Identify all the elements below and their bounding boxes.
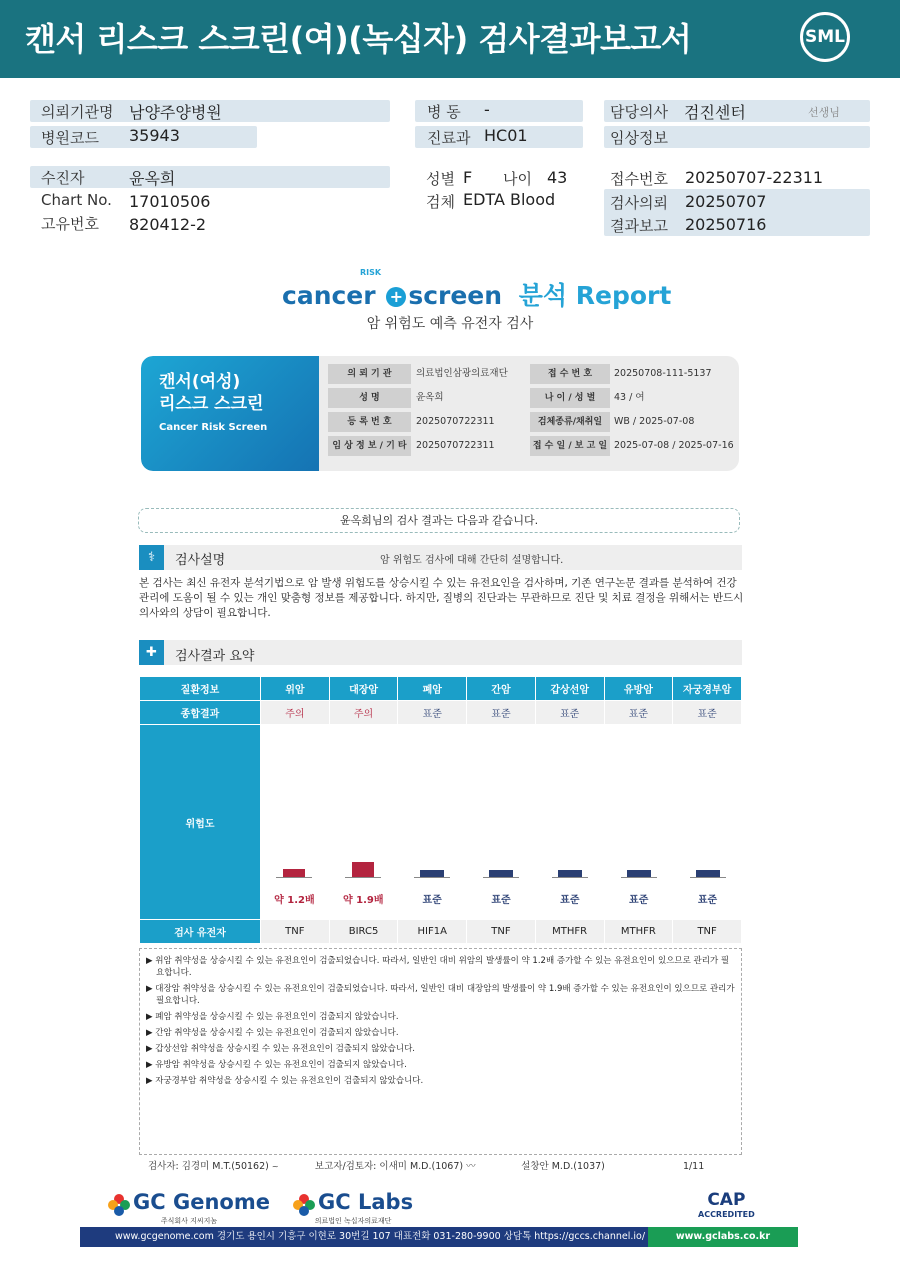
institution-value: 남양주양병원 [129, 103, 222, 122]
card-title-line2: 리스크 스크린 [159, 394, 264, 414]
gc-genome-sub: 주식회사 지씨지놈 [160, 1216, 218, 1225]
risk-bar [420, 870, 444, 877]
card-label: 의 뢰 기 관 [328, 364, 411, 384]
gene-cell: TNF [261, 920, 330, 944]
request-label: 검사의뢰 [610, 194, 668, 212]
institution-label: 의뢰기관명 [41, 103, 114, 121]
card-value: 의료법인삼광의료재단 [416, 368, 508, 379]
disease-cell: 위암 [261, 677, 330, 701]
receipt-label: 접수번호 [610, 170, 668, 188]
result-cell: 주의 [261, 701, 330, 725]
hospital-code-value: 35943 [129, 126, 180, 145]
ward-value: - [484, 100, 490, 119]
specimen-label: 검체 [426, 193, 455, 211]
card-value: 2025-07-08 / 2025-07-16 [614, 440, 734, 451]
risk-baseline [690, 877, 726, 878]
card-label: 등 록 번 호 [328, 412, 411, 432]
tester-signature-mark: ~ [271, 1162, 279, 1171]
disease-cell: 유방암 [604, 677, 673, 701]
gene-cell: TNF [673, 920, 742, 944]
doctor-value: 검진센터 [684, 103, 746, 122]
page-title: 캔서 리스크 스크린(여)(녹십자) 검사결과보고서 [25, 20, 692, 58]
result-note: ▶ 위암 취약성을 상승시킬 수 있는 유전요인이 검출되었습니다. 따라서, 일반인 대비 위암의 발생률이 약 1.2배 증가할 수 있는 유전요인이 있으므로 관리가 필요합니다. [146, 956, 730, 978]
gc-genome-name: GC Genome [133, 1190, 270, 1214]
page-number: 1/11 [682, 1161, 705, 1172]
desc-text: 본 검사는 최신 유전자 분석기법으로 암 발생 위험도를 상승시킬 수 있는 유전요인을 검사하며, 기존 연구논문 결과를 분석하여 건강 관리에 도움이 될 수 있는 개인 맞춤형 정보를 제공합니다. 하지만, 질병의 진단과는 무관하므로 진단 및 치료 결정을 위해서는 반드시 의사와의 상담이 필요합니다. [139, 577, 744, 619]
result-notes [139, 948, 742, 1155]
card-value: 윤옥희 [416, 392, 444, 403]
risk-baseline [621, 877, 657, 878]
risk-baseline [414, 877, 450, 878]
gc-cross-icon [108, 1194, 130, 1216]
clipboard-icon: ✚ [139, 640, 164, 665]
sex-value: F [463, 168, 473, 187]
card-label: 접 수 일 / 보 고 일 [530, 436, 610, 456]
card-label: 접 수 번 호 [530, 364, 610, 384]
sex-label: 성별 [426, 170, 455, 188]
desc-section-subtitle: 암 위험도 검사에 대해 간단히 설명합니다. [380, 555, 564, 566]
brand-risk: RISK [360, 268, 382, 277]
result-header: 종합결과 [140, 701, 261, 725]
gc-labs-logo [293, 1190, 413, 1226]
risk-label: 표준 [491, 895, 511, 906]
receipt-value: 20250707-22311 [685, 168, 824, 187]
report-value: 20250716 [685, 215, 767, 234]
risk-baseline [345, 877, 381, 878]
card-title [159, 371, 263, 415]
card-value: 43 / 여 [614, 392, 645, 403]
card-label: 성 명 [328, 388, 411, 408]
specimen-value: EDTA Blood [463, 190, 556, 209]
report-label: 결과보고 [610, 217, 668, 235]
result-note: ▶ 대장암 취약성을 상승시킬 수 있는 유전요인이 검출되었습니다. 따라서, 일반인 대비 대장암의 발생률이 약 1.9배 증가할 수 있는 유전요인이 있으므로 관리가 필요합니다. [146, 984, 735, 1006]
card-label: 임 상 정 보 / 기 타 [328, 436, 411, 456]
risk-bar [352, 862, 374, 877]
footer-address: www.gcgenome.com 경기도 용인시 기흥구 이현로 30번길 107 대표전화 031-280-9900 상담톡 https://gccs.channel.io/ [80, 1227, 648, 1247]
tester-sign: 검사자: 김경미 M.T.(50162) [148, 1161, 269, 1172]
clinical-label: 임상정보 [610, 129, 668, 147]
stethoscope-icon: ⚕ [139, 545, 164, 570]
result-cell: 주의 [329, 701, 398, 725]
risk-header: 위험도 [140, 725, 261, 920]
gc-labs-name: GC Labs [318, 1190, 414, 1214]
card-label: 나 이 / 성 별 [530, 388, 610, 408]
risk-label: 표준 [629, 895, 649, 906]
cap-accredited-logo [698, 1190, 755, 1219]
risk-label: 약 1.2배 [274, 895, 315, 906]
request-value: 20250707 [685, 192, 767, 211]
approver-sign: 설창안 M.D.(1037) [521, 1161, 605, 1172]
result-note: ▶ 폐암 취약성을 상승시킬 수 있는 유전요인이 검출되지 않았습니다. [146, 1012, 399, 1022]
risk-bar [489, 870, 513, 877]
card-label: 검체종류/채취일 [530, 412, 610, 432]
doctor-label: 담당의사 [610, 103, 668, 121]
chart-value: 17010506 [129, 192, 211, 211]
result-cell: 표준 [673, 701, 742, 725]
disease-header: 질환정보 [140, 677, 261, 701]
desc-section-title: 검사설명 [175, 553, 226, 568]
gene-row [140, 920, 742, 944]
brand-report: 분석 Report [518, 281, 672, 310]
chart-label: Chart No. [41, 191, 112, 209]
card-title-panel [141, 356, 319, 471]
footer-site-link[interactable]: www.gclabs.co.kr [648, 1227, 798, 1247]
risk-baseline [483, 877, 519, 878]
gene-cell: MTHFR [604, 920, 673, 944]
disease-cell: 폐암 [398, 677, 467, 701]
brand-subtitle: 암 위험도 예측 유전자 검사 [366, 316, 534, 332]
reporter-sign: 보고자/검토자: 이새미 M.D.(1067) [314, 1161, 464, 1172]
risk-baseline [276, 877, 312, 878]
age-label: 나이 [503, 170, 532, 188]
intro-sentence: 윤옥희님의 검사 결과는 다음과 같습니다. [138, 508, 740, 533]
result-cell: 표준 [398, 701, 467, 725]
gene-cell: TNF [467, 920, 536, 944]
gc-cross-icon [293, 1194, 315, 1216]
summary-section-title: 검사결과 요약 [175, 649, 255, 664]
hospital-code-label: 병원코드 [41, 129, 99, 147]
gene-cell: BIRC5 [329, 920, 398, 944]
gene-cell: HIF1A [398, 920, 467, 944]
summary-card [141, 356, 739, 471]
patient-label: 수진자 [41, 169, 85, 187]
footer-logos [108, 1190, 413, 1226]
result-note: ▶ 갑상선암 취약성을 상승시킬 수 있는 유전요인이 검출되지 않았습니다. [146, 1044, 415, 1054]
risk-label: 표준 [422, 895, 442, 906]
disease-cell: 갑상선암 [535, 677, 604, 701]
risk-bar [558, 870, 582, 877]
card-title-line1: 캔서(여성) [159, 372, 241, 392]
uid-label: 고유번호 [41, 215, 99, 233]
result-note: ▶ 유방암 취약성을 상승시킬 수 있는 유전요인이 검출되지 않았습니다. [146, 1060, 407, 1070]
plus-icon: + [386, 287, 406, 307]
risk-baseline [552, 877, 588, 878]
disease-cell: 간암 [467, 677, 536, 701]
doctor-suffix: 선생님 [808, 106, 840, 119]
result-row [140, 701, 742, 725]
risk-label: 표준 [697, 895, 718, 906]
risk-bar-chart [260, 724, 742, 919]
risk-label: 표준 [560, 895, 580, 906]
disease-cell: 대장암 [329, 677, 398, 701]
brand-screen: screen [408, 281, 503, 310]
ward-label: 병 동 [427, 103, 461, 121]
card-value: 20250708-111-5137 [614, 368, 712, 379]
dept-label: 진료과 [427, 129, 471, 147]
result-cell: 표준 [467, 701, 536, 725]
card-value: 2025070722311 [416, 440, 495, 451]
header-bar [0, 0, 900, 78]
result-note: ▶ 자궁경부암 취약성을 상승시킬 수 있는 유전요인이 검출되지 않았습니다. [146, 1076, 424, 1086]
cancer-risk-screen-logo [282, 268, 672, 312]
patient-value: 윤옥희 [129, 169, 176, 188]
card-value: 2025070722311 [416, 416, 495, 427]
gc-labs-sub: 의료법인 녹십자의료재단 [314, 1216, 392, 1225]
card-value: WB / 2025-07-08 [614, 416, 695, 427]
result-cell: 표준 [535, 701, 604, 725]
disease-cell: 자궁경부암 [673, 677, 742, 701]
age-value: 43 [547, 168, 568, 187]
cap-name: CAP [707, 1190, 746, 1210]
brand-cancer: cancer [282, 281, 376, 310]
uid-value: 820412-2 [129, 215, 207, 234]
result-note: ▶ 간암 취약성을 상승시킬 수 있는 유전요인이 검출되지 않았습니다. [146, 1028, 399, 1038]
dept-value: HC01 [484, 126, 528, 145]
risk-bar [696, 870, 720, 877]
gene-header: 검사 유전자 [140, 920, 261, 944]
risk-label: 약 1.9배 [343, 895, 384, 906]
gene-cell: MTHFR [535, 920, 604, 944]
gc-genome-logo [108, 1190, 270, 1226]
reporter-signature-mark: 〰 [466, 1161, 476, 1172]
signature-line [148, 1158, 748, 1172]
result-cell: 표준 [604, 701, 673, 725]
sml-logo: SML [800, 12, 850, 62]
footer-bar [80, 1227, 798, 1247]
risk-bar [627, 870, 651, 877]
card-title-en: Cancer Risk Screen [159, 422, 268, 433]
risk-bar [283, 869, 305, 877]
disease-row [140, 677, 742, 701]
cap-sub: ACCREDITED [698, 1210, 755, 1219]
